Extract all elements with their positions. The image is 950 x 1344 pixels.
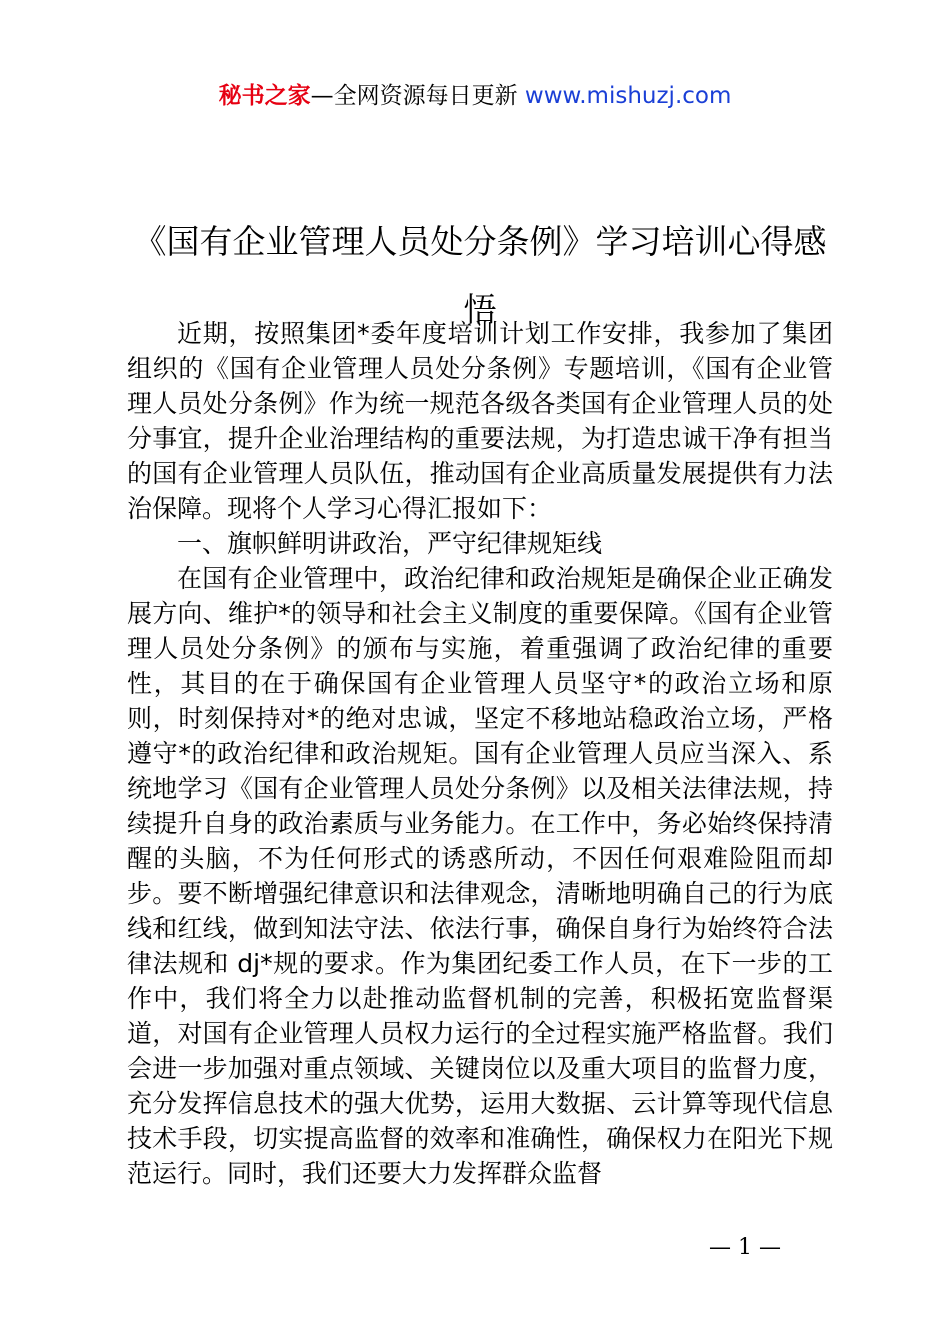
paragraph-intro: 近期，按照集团*委年度培训计划工作安排，我参加了集团组织的《国有企业管理人员处分条例》专题培训，《国有企业管理人员处分条例》作为统一规范各级各类国有企业管理人员的处分事宜，提升企业治理结构的重要法规，为打造忠诚干净有担当的国有企业管理人员队伍，推动国有企业高质量发展提供有力法治保障。现将个人学习心得汇报如下： [127,319,833,523]
site-header [0,80,950,112]
site-brand: 秘书之家 [218,83,311,109]
page-number: — 1 — [709,1235,781,1260]
paragraph-section-1: 在国有企业管理中，政治纪律和政治规矩是确保企业正确发展方向、维护*的领导和社会主义制度的重要保障。《国有企业管理人员处分条例》的颁布与实施，着重强调了政治纪律的重要性，其目的在于确保国有企业管理人员坚守*的政治立场和原则，时刻保持对*的绝对忠诚，坚定不移地站稳政治立场，严格遵守*的政治纪律和政治规矩。国有企业管理人员应当深入、系统地学习《国有企业管理人员处分条例》以及相关法律法规，持续提升自身的政治素质与业务能力。在工作中，务必始终保持清醒的头脑，不为任何形式的诱惑所动，不因任何艰难险阻而却步。要不断增强纪律意识和法律观念，清晰地明确自己的行为底线和红线，做到知法守法、依法行事，确保自身行为始终符合法律法规和 dj*规的要求。作为集团纪委工作人员，在下一步的工作中，我们将全力以赴推动监督机制的完善，积极拓宽监督渠道，对国有企业管理人员权力运行的全过程实施严格监督。我们会进一步加强对重点领域、关键岗位以及重大项目的监督力度，充分发挥信息技术的强大优势，运用大数据、云计算等现代信息技术手段，切实提高监督的效率和准确性，确保权力在阳光下规范运行。同时，我们还要大力发挥群众监督 [127,564,833,1188]
section-heading-1: 一、旗帜鲜明讲政治，严守纪律规矩线 [177,529,603,558]
site-url-link[interactable]: www.mishuzj.com [524,83,732,109]
document-body [127,316,833,1191]
site-tagline: —全网资源每日更新 [310,83,518,109]
document-title: 《国有企业管理人员处分条例》学习培训心得感悟 [133,222,827,330]
